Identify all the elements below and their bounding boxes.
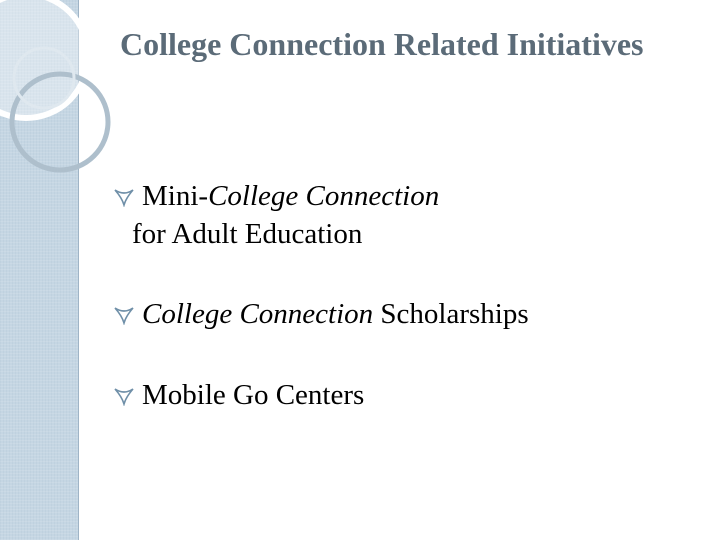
slide-title: College Connection Related Initiatives (120, 26, 644, 62)
bullet-icon (112, 305, 136, 325)
bullet-text-italic: College Connection (142, 298, 374, 331)
bullet-item (112, 377, 702, 415)
bullet-item (112, 296, 702, 334)
bullet-icon (112, 187, 136, 207)
bullet-text-line2: for Adult Education (132, 217, 363, 250)
bullet-text-prefix: Mini- (142, 180, 209, 212)
bullet-icon (112, 386, 136, 406)
bullet-item (112, 178, 702, 253)
bullet-text-italic: College Connection (208, 180, 440, 212)
bullet-list (112, 178, 702, 415)
bullet-text-suffix: Scholarships (373, 298, 529, 331)
bullet-text: Mobile Go Centers (142, 379, 365, 412)
